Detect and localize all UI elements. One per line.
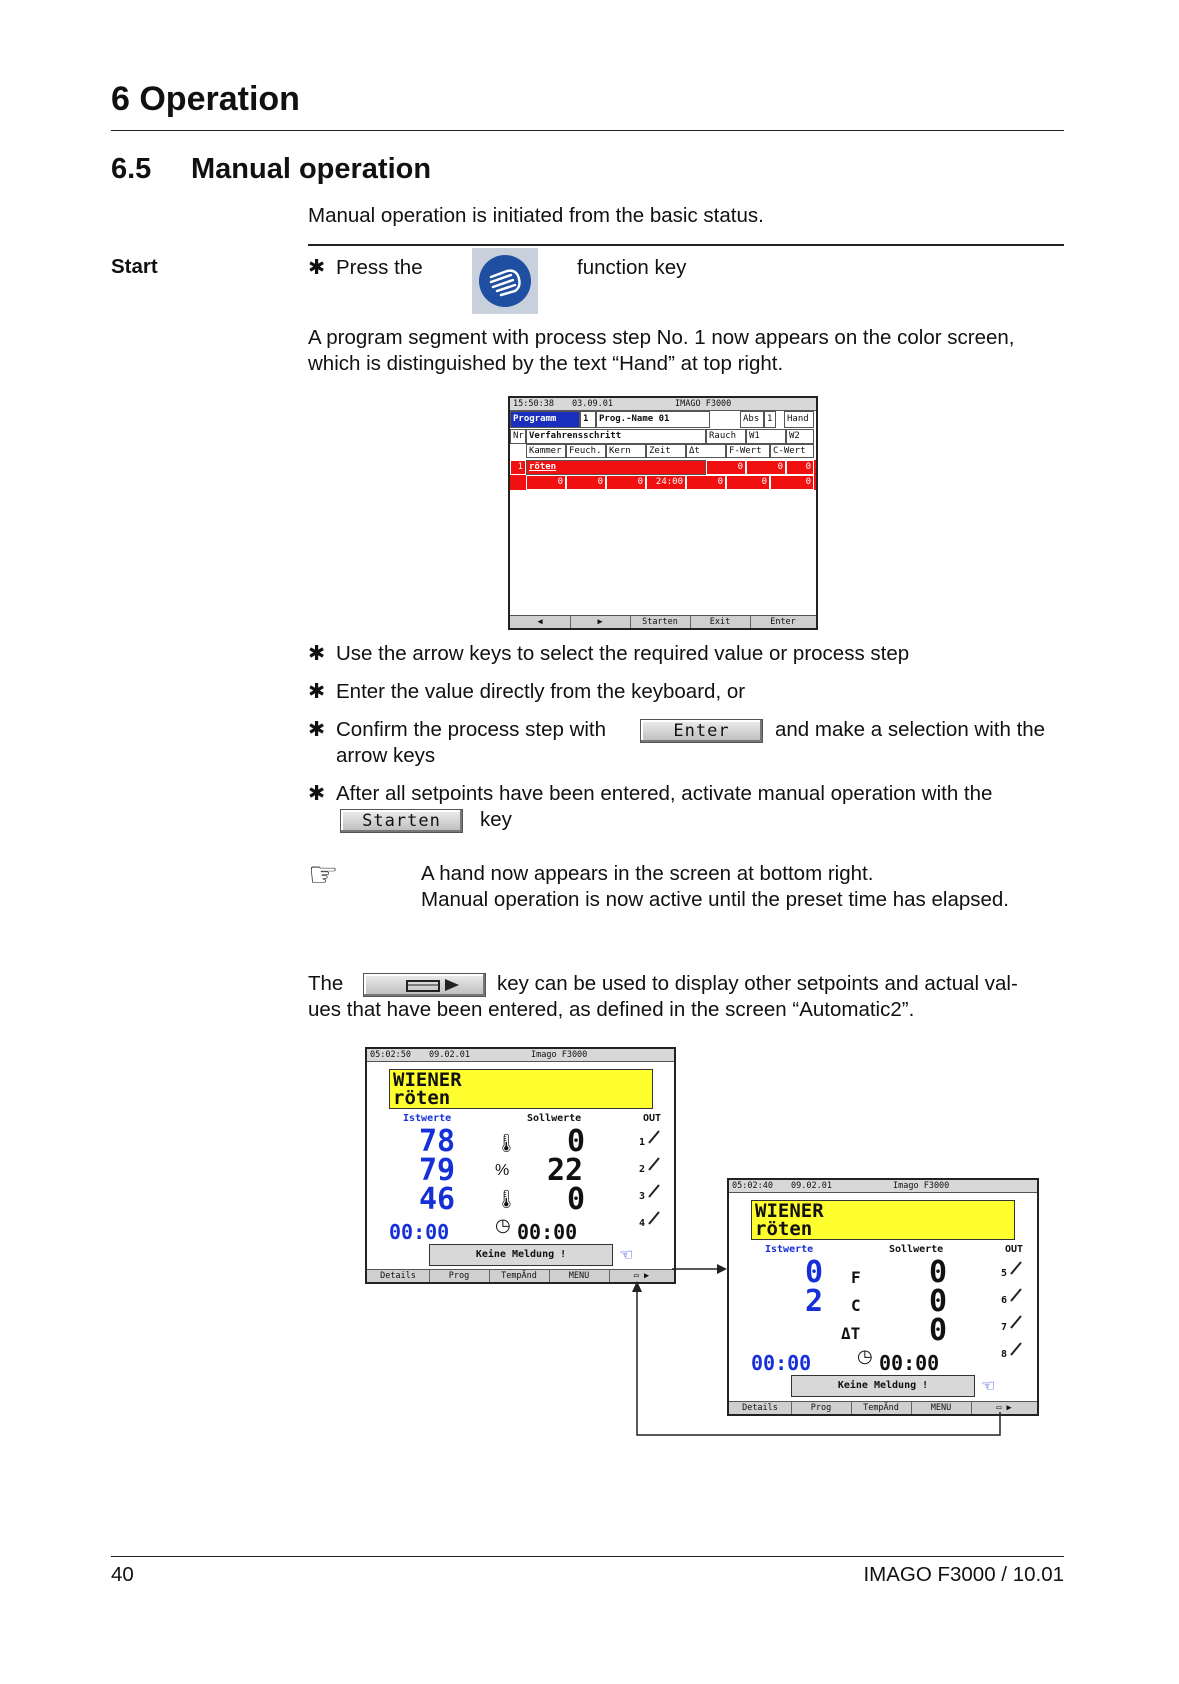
screen3-banner [751,1200,1015,1240]
screen1-date: 03.09.01 [572,399,613,409]
chapter-rule [111,130,1064,131]
mode-hand: Hand [784,411,814,428]
screen3-product: WIENER [755,1200,824,1222]
screen2-soll-3: 0 [567,1182,586,1217]
row-zeit[interactable]: 24:00 [646,475,686,490]
screen2-soll-1: 0 [567,1124,586,1159]
screen1-starten-key[interactable]: Starten [630,616,691,628]
col-f-wert: F-Wert [726,444,770,458]
screen2-banner [389,1069,653,1109]
screen3-soll-2: 0 [929,1284,948,1319]
screen2-ist-3: 46 [419,1182,456,1217]
para1-line1: A program segment with process step No. 1 now appears on the color screen, [308,326,1015,349]
screen1-device: IMAGO F3000 [675,399,732,409]
row-step-name[interactable]: röten [526,460,706,475]
screen1-exit-key[interactable]: Exit [690,616,751,628]
clock-icon: ◷ [495,1215,511,1235]
col-zeit: Zeit [646,444,686,458]
screen2-soll-label: Sollwerte [527,1113,582,1124]
screen2-header [367,1049,674,1062]
screen3-header [729,1180,1037,1193]
switch-icons [647,1129,663,1239]
row-w2[interactable]: 0 [786,460,814,475]
screen3-out-label: OUT [1005,1244,1024,1255]
abs-label: Abs [740,411,764,428]
screen3-time: 05:02:40 [732,1181,773,1191]
program-number: 1 [580,411,596,428]
screen1-footer [510,615,816,628]
hand-function-key[interactable] [472,248,538,314]
col-w2: W2 [786,429,814,444]
screen3-menu-key[interactable]: MENU [911,1402,972,1414]
pointing-hand-icon: ☞ [308,856,339,894]
screen2-product: WIENER [393,1069,462,1091]
screen3-soll-time: 00:00 [879,1351,940,1375]
screen3-ist-label: Istwerte [765,1244,814,1255]
automatic-screen-1 [365,1047,676,1284]
starten-key[interactable]: Starten [340,809,463,833]
note-line2: Manual operation is now active until the preset time has elapsed. [421,888,1010,911]
confirm-suffix: and make a selection with the [775,718,1046,741]
note-line1: A hand now appears in the screen at bottom right. [421,862,874,885]
screen2-prog-key[interactable]: Prog [429,1270,490,1282]
para1-line2: which is distinguished by the text “Hand” at top right. [308,352,784,375]
screen3-ist-time: 00:00 [751,1351,812,1375]
screen1-enter-key[interactable]: Enter [770,617,796,627]
screen2-out-3: 3 [639,1191,646,1202]
intro-rule [308,244,1064,246]
col-nr: Nr [510,429,526,444]
screen3-out-5: 5 [1001,1268,1008,1279]
hand-icon [477,253,533,309]
bullet-after: ✱ After all setpoints have been entered, activate manual operation with the [308,782,993,805]
footer-rule [111,1556,1064,1557]
screen2-ist-time: 00:00 [389,1220,450,1244]
screen2-soll-2: 22 [547,1153,584,1188]
row-kern[interactable]: 0 [606,475,646,490]
screen3-out-8: 8 [1001,1349,1008,1360]
step-function-key-text: function key [577,256,687,279]
program-screen [508,396,818,630]
intro-text: Manual operation is initiated from the basic status. [308,204,764,227]
screen2-time: 05:02:50 [370,1050,411,1060]
screen3-unit-f: F [851,1268,861,1287]
row-number: 1 [510,460,526,475]
scroll-suffix: key can be used to display other setpoints and actual val- [497,972,1018,995]
row-rauch[interactable]: 0 [706,460,746,475]
screen2-hand-icon: ☜ [619,1247,634,1264]
screen3-footer [729,1401,1037,1414]
col-w1: W1 [746,429,786,444]
bullet-confirm: ✱ Confirm the process step with [308,718,607,741]
screen3-soll-label: Sollwerte [889,1244,944,1255]
side-label-start: Start [111,255,158,278]
col-process-step: Verfahrensschritt [526,429,706,444]
screen2-ist-1: 78 [419,1124,456,1159]
clock-icon: ◷ [857,1346,873,1366]
screen3-prog-key[interactable]: Prog [791,1402,852,1414]
screen3-step: röten [755,1218,813,1240]
core-thermometer-icon: 🌡 [495,1189,518,1209]
thermometer-icon: 🌡 [495,1133,518,1153]
screen2-date: 09.02.01 [429,1050,470,1060]
col-c-wert: C-Wert [770,444,814,458]
bullet-keyboard: ✱ Enter the value directly from the keyboard, or [308,680,746,703]
screen2-ist-2: 79 [419,1153,456,1188]
row-feuch[interactable]: 0 [566,475,606,490]
screen2-device: Imago F3000 [531,1050,588,1060]
switch-icons [1009,1260,1025,1370]
humidity-icon: % [495,1162,510,1179]
screen3-ist-2: 2 [805,1284,824,1319]
step-press: ✱ Press the [308,256,423,279]
row-w1[interactable]: 0 [746,460,786,475]
screen2-step: röten [393,1087,451,1109]
bullet-arrow-keys: ✱ Use the arrow keys to select the required value or process step [308,642,910,665]
screen2-details-key[interactable]: Details [367,1270,430,1282]
screen2-message: Keine Meldung ! [429,1244,613,1266]
screen2-menu-key[interactable]: MENU [549,1270,610,1282]
screen3-unit-dt: ΔT [841,1324,861,1343]
document-id: IMAGO F3000 / 10.01 [863,1563,1064,1586]
col-kammer: Kammer [526,444,566,458]
screen3-date: 09.02.01 [791,1181,832,1191]
program-label: Programm [510,411,580,428]
screen1-header [510,398,816,411]
screen2-out-1: 1 [639,1137,646,1148]
screen3-scroll-key[interactable]: ▭ ▶ [996,1403,1012,1413]
col-feuch: Feuch. [566,444,606,458]
screen3-device: Imago F3000 [893,1181,950,1191]
screen2-out-4: 4 [639,1218,646,1229]
screen3-out-6: 6 [1001,1295,1008,1306]
row-kammer[interactable]: 0 [526,475,566,490]
screen2-scroll-key[interactable]: ▭ ▶ [633,1271,650,1281]
screen3-details-key[interactable]: Details [729,1402,792,1414]
scroll-prefix: The [308,972,344,995]
screen1-right-key[interactable]: ▶ [570,616,631,628]
page-number: 40 [111,1563,134,1586]
screen3-hand-icon: ☜ [981,1378,996,1395]
section-number: 6.5 [111,153,152,185]
row-c-wert[interactable]: 0 [770,475,814,490]
screen3-out-7: 7 [1001,1322,1008,1333]
automatic-screen-2 [727,1178,1039,1416]
chapter-title: 6 Operation [111,80,300,118]
screen2-tempaend-key[interactable]: TempÄnd [489,1270,550,1282]
col-delta-t: Δt [686,444,726,458]
scroll-line2: ues that have been entered, as defined in the screen “Automatic2”. [308,998,915,1021]
screen3-message: Keine Meldung ! [791,1375,975,1397]
confirm-line2: arrow keys [336,744,436,767]
screen2-ist-label: Istwerte [403,1113,452,1124]
col-rauch: Rauch [706,429,746,444]
screen2-out-label: OUT [643,1113,662,1124]
after-key-suffix: key [480,808,512,831]
screen3-unit-c: C [851,1296,861,1315]
program-name: Prog.-Name 01 [596,411,710,428]
abs-number: 1 [764,411,776,428]
screen3-tempaend-key[interactable]: TempÄnd [851,1402,912,1414]
bullet-star: ✱ [308,256,326,279]
scroll-key[interactable] [363,973,486,997]
screen1-time: 15:50:38 [513,399,554,409]
col-kern: Kern [606,444,646,458]
section-title: Manual operation [191,153,432,185]
enter-key[interactable]: Enter [640,719,763,743]
scroll-screen-icon [385,976,465,994]
screen3-ist-1: 0 [805,1255,824,1290]
screen2-out-2: 2 [639,1164,646,1175]
row-f-wert[interactable]: 0 [726,475,770,490]
screen3-soll-1: 0 [929,1255,948,1290]
screen2-footer [367,1269,674,1282]
row-delta-t[interactable]: 0 [686,475,726,490]
screen2-soll-time: 00:00 [517,1220,578,1244]
screen1-left-key[interactable]: ◀ [510,616,571,628]
screen3-soll-3: 0 [929,1313,948,1348]
